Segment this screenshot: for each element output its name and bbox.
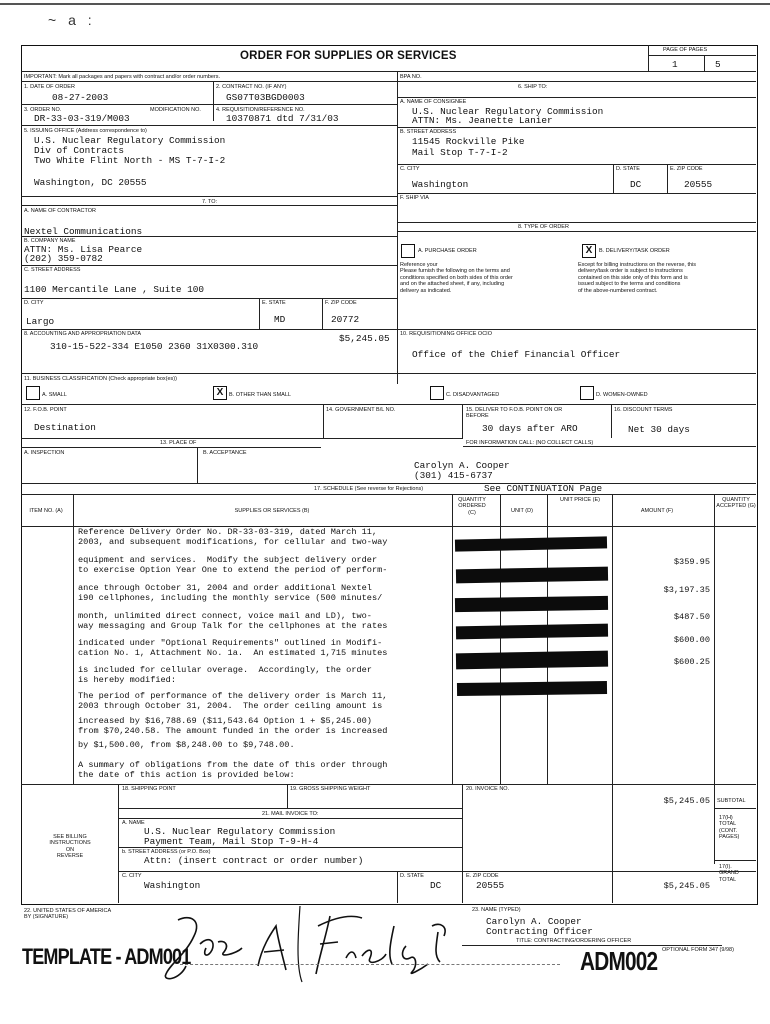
info-phone: (301) 415-6737 (414, 470, 493, 481)
city-label: D. CITY (24, 300, 44, 306)
template-stamp: TEMPLATE - ADM001 (22, 944, 191, 969)
form-id: OPTIONAL FORM 347 (9/98) (662, 947, 734, 953)
deliver-value: 30 days after ARO (482, 423, 578, 434)
col-supplies-header: SUPPLIES OR SERVICES (B) (234, 508, 310, 514)
place-of-label: 13. PLACE OF (160, 440, 197, 446)
mail-name-line-1: U.S. Nuclear Regulatory Commission (144, 826, 336, 837)
col-unit-header: UNIT (D) (511, 508, 533, 514)
ship-state-label: D. STATE (616, 166, 640, 172)
modification-label: MODIFICATION NO. (150, 107, 201, 113)
contractor-label: A. NAME OF CONTRACTOR (24, 208, 97, 214)
contractor-value: Nextel Communications (24, 226, 143, 237)
delivery-order-text: Except for billing instructions on the reverse, this delivery/task order is subject to instructions contained on this side only of this form and is issued subject to the terms and conditions of the above-numbered contract. (578, 262, 697, 294)
state-value: MD (274, 314, 286, 325)
redaction-5 (456, 651, 608, 670)
body-line-17: by $1,500.00, from $8,248.00 to $9,748.00. (78, 740, 295, 750)
body-line-2: 2003, and subsequent modifications, for cellular and two-way (78, 537, 388, 547)
ship-via-label: F. SHIP VIA (400, 195, 429, 201)
important-note: IMPORTANT: Mark all packages and papers with contract and/or order numbers. (24, 74, 221, 80)
amount-3: $487.50 (673, 612, 710, 622)
requisitioning-office-value: Office of the Chief Financial Officer (412, 349, 621, 360)
invoice-no-label: 20. INVOICE NO. (466, 786, 510, 792)
body-line-8: way messaging and Group Talk for the cellphones at the rates (78, 621, 388, 631)
schedule-label: 17. SCHEDULE (See reverse for Rejections) (314, 486, 424, 492)
body-line-13: The period of performance of the delivery order is March 11, (78, 691, 388, 701)
redaction-4 (456, 624, 608, 640)
typed-name-label: 23. NAME (TYPED) (472, 907, 521, 913)
purchase-order-checkbox[interactable] (401, 244, 415, 258)
mail-street-label: b. STREET ADDRESS (or P.O. Box) (122, 849, 211, 855)
gross-weight-label: 19. GROSS SHIPPING WEIGHT (290, 786, 371, 792)
issuing-line-5: Washington, DC 20555 (34, 177, 147, 188)
usa-signature-label: 22. UNITED STATES OF AMERICA BY (SIGNATURE) (24, 908, 112, 921)
ship-city-label: C. CITY (400, 166, 420, 172)
body-line-16: from $70,240.58. The amount funded in the order is increased (78, 726, 388, 736)
total-cont-label: 17(H) TOTAL (CONT. PAGES) (719, 815, 740, 841)
body-line-1: Reference Delivery Order No. DR-33-03-319, dated March 11, (78, 527, 378, 537)
ship-zip-value: 20555 (684, 179, 713, 190)
typed-title-value: Contracting Officer (486, 926, 593, 937)
billing-instructions: SEE BILLING INSTRUCTIONS ON REVERSE (49, 834, 91, 860)
body-line-14: 2003 through October 31, 2004. The order ceiling amount is (78, 701, 383, 711)
accounting-value: 310-15-522-334 E1050 2360 31X0300.310 (50, 341, 259, 352)
consignee-line-2: ATTN: Ms. Jeanette Lanier (412, 115, 553, 126)
adm-stamp: ADM002 (580, 946, 658, 976)
redaction-6 (457, 681, 607, 696)
pages-total: 5 (715, 59, 721, 70)
zip-label: F. ZIP CODE (325, 300, 357, 306)
body-line-7: month, unlimited direct connect, voice mail and LD), two- (78, 611, 372, 621)
grand-total-amount: $5,245.05 (663, 881, 710, 891)
company-line-2: (202) 359-0782 (24, 253, 103, 264)
fob-value: Destination (34, 422, 96, 433)
col-price-header: UNIT PRICE (E) (560, 497, 600, 503)
zip-value: 20772 (331, 314, 360, 325)
body-line-3: equipment and services. Modify the subject delivery order (78, 555, 378, 565)
purchase-order-label: A. PURCHASE ORDER (418, 248, 477, 254)
gov-bl-label: 14. GOVERNMENT B/L NO. (326, 407, 396, 413)
issuing-line-1: U.S. Nuclear Regulatory Commission (34, 135, 226, 146)
redaction-3 (455, 596, 608, 612)
discount-label: 16. DISCOUNT TERMS (614, 407, 673, 413)
mail-invoice-label: 21. MAIL INVOICE TO: (262, 811, 319, 817)
deliver-label: 15. DELIVER TO F.O.B. POINT ON OR BEFORE (466, 407, 563, 419)
title-label: TITLE: CONTRACTING/ORDERING OFFICER (516, 938, 632, 944)
handwritten-signature (150, 896, 470, 984)
body-line-15: increased by $16,788.69 ($11,543.64 Option 1 + $5,245.00) (78, 716, 372, 726)
street-label: C. STREET ADDRESS (24, 267, 81, 273)
shipping-point-label: 18. SHIPPING POINT (122, 786, 176, 792)
mail-state-value: DC (430, 880, 442, 891)
amount-1: $359.95 (673, 557, 710, 567)
col-accepted-header: QUANTITY ACCEPTED (G) (716, 497, 756, 510)
ship-zip-label: E. ZIP CODE (670, 166, 703, 172)
city-value: Largo (26, 316, 55, 327)
issuing-line-3: Two White Flint North - MS T-7-I-2 (34, 155, 226, 166)
body-line-11: is included for cellular overage. Accordingly, the order (78, 665, 372, 675)
contract-value: GS07T03BGD0003 (226, 92, 305, 103)
type-of-order-label: 8. TYPE OF ORDER (518, 224, 569, 230)
requisition-value: 10370871 dtd 7/31/03 (226, 113, 339, 124)
ship-street-line-1: 11545 Rockville Pike (412, 136, 525, 147)
issuing-label: 5. ISSUING OFFICE (Address correspondence to) (24, 128, 147, 134)
date-value: 08-27-2003 (52, 92, 109, 103)
accounting-amount: $5,245.05 (339, 333, 390, 344)
company-line-1: ATTN: Ms. Lisa Pearce (24, 244, 143, 255)
typed-name-value: Carolyn A. Cooper (486, 916, 582, 927)
women-owned-label: D. WOMEN-OWNED (596, 392, 648, 398)
subtotal-label: SUBTOTAL (717, 798, 746, 804)
women-owned-checkbox[interactable] (580, 386, 594, 400)
company-label: B. COMPANY NAME (24, 238, 76, 244)
ship-city-value: Washington (412, 179, 469, 190)
ship-state-value: DC (630, 179, 642, 190)
redaction-2 (456, 567, 608, 584)
continuation-note: See CONTINUATION Page (484, 483, 603, 494)
consignee-line-1: U.S. Nuclear Regulatory Commission (412, 106, 604, 117)
mail-city-label: C. CITY (122, 873, 142, 879)
body-line-6: i90 cellphones, including the monthly service (500 minutes/ (78, 593, 383, 603)
state-label: E. STATE (262, 300, 286, 306)
consignee-label: A. NAME OF CONSIGNEE (400, 99, 467, 105)
info-call-label: FOR INFORMATION CALL: (NO COLLECT CALLS) (466, 440, 594, 446)
form-title: ORDER FOR SUPPLIES OR SERVICES (240, 50, 457, 62)
fob-label: 12. F.O.B. POINT (24, 407, 67, 413)
name-label: A. NAME (122, 820, 145, 826)
col-item-header: ITEM NO. (A) (29, 508, 63, 514)
small-checkbox[interactable] (26, 386, 40, 400)
info-name: Carolyn A. Cooper (414, 460, 510, 471)
subtotal-amount: $5,245.05 (663, 796, 710, 806)
mail-city-value: Washington (144, 880, 201, 891)
issuing-line-2: Div of Contracts (34, 145, 125, 156)
small-label: A. SMALL (42, 392, 67, 398)
scan-marks: ~ a : (48, 12, 96, 28)
acceptance-label: B. ACCEPTANCE (203, 450, 247, 456)
delivery-order-label: B. DELIVERY/TASK ORDER (599, 248, 670, 254)
disadvantaged-checkbox[interactable] (430, 386, 444, 400)
ship-to-label: 6. SHIP TO: (518, 84, 548, 90)
body-line-9: indicated under "Optional Requirements" outlined in Modifi- (78, 638, 383, 648)
mail-zip-value: 20555 (476, 880, 505, 891)
other-than-small-label: B. OTHER THAN SMALL (229, 392, 291, 398)
amount-5: $600.25 (673, 657, 710, 667)
body-line-19: the date of this action is provided below: (78, 770, 295, 780)
amount-2: $3,197.35 (663, 585, 710, 595)
date-label: 1. DATE OF ORDER (24, 84, 75, 90)
order-value: DR-33-03-319/M003 (34, 113, 130, 124)
inspection-label: A. INSPECTION (24, 450, 65, 456)
body-line-18: A summary of obligations from the date of this order through (78, 760, 388, 770)
page-number: 1 (672, 59, 678, 70)
contract-label: 2. CONTRACT NO. (IF ANY) (216, 84, 287, 90)
accounting-label: 8. ACCOUNTING AND APPROPRIATION DATA (24, 331, 142, 337)
amount-4: $600.00 (673, 635, 710, 645)
page-of-label: PAGE OF PAGES (663, 47, 708, 53)
col-amount-header: AMOUNT (F) (640, 508, 674, 514)
ship-street-line-2: Mail Stop T-7-I-2 (412, 147, 508, 158)
to-label: 7. TO: (202, 199, 218, 205)
body-line-12: is hereby modified: (78, 675, 176, 685)
business-label: 11. BUSINESS CLASSIFICATION (Check appropriate box(es)) (24, 376, 177, 382)
ship-street-label: B. STREET ADDRESS (400, 129, 457, 135)
order-label: 3. ORDER NO. (24, 107, 62, 113)
mail-zip-label: E. ZIP CODE (466, 873, 499, 879)
requisitioning-office-label: 10. REQUISITIONING OFFICE OCIO (400, 331, 492, 337)
mail-state-label: D. STATE (400, 873, 424, 879)
requisition-label: 4. REQUISITION/REFERENCE NO. (216, 107, 305, 113)
discount-value: Net 30 days (628, 424, 690, 435)
disadvantaged-label: C. DISADVANTAGED (446, 392, 500, 398)
mail-name-line-2: Payment Team, Mail Stop T-9-H-4 (144, 836, 319, 847)
mail-street-value: Attn: (insert contract or order number) (144, 855, 364, 866)
body-line-4: to exercise Option Year One to extend the period of perform- (78, 565, 388, 575)
body-line-10: cation No. 1, Attachment No. 1a. An estimated 1,715 minutes (78, 648, 388, 658)
col-quantity-header: QUANTITY ORDERED (C) (458, 497, 486, 516)
body-line-5: ance through October 31, 2004 and order additional Nextel (78, 583, 372, 593)
purchase-order-text: Reference your Please furnish the following on the terms and conditions specified on both sides of this order and on the attached sheet, if any, including delivery as indicated. (400, 262, 513, 294)
street-value: 1100 Mercantile Lane , Suite 100 (24, 284, 205, 295)
grand-total-label: 17(I). GRAND TOTAL (719, 864, 739, 883)
delivery-order-checkbox[interactable]: X (582, 244, 596, 258)
other-than-small-checkbox[interactable]: X (213, 386, 227, 400)
bpa-label: BPA NO. (400, 74, 422, 80)
